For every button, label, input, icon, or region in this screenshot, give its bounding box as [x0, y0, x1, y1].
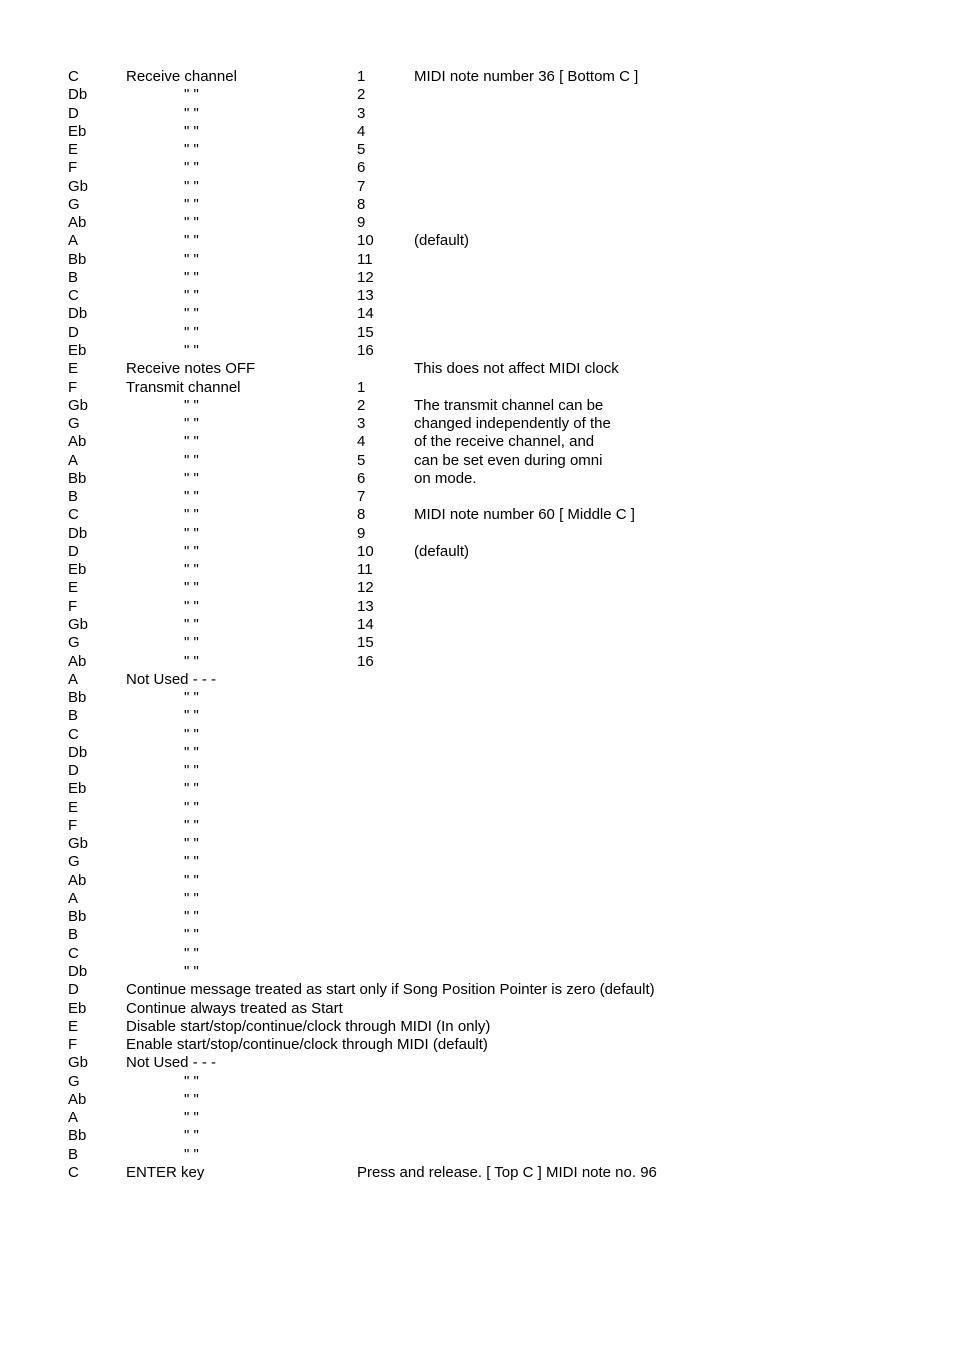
- ditto-mark: " ": [184, 323, 199, 341]
- channel-value: 15: [357, 634, 374, 652]
- table-row: [68, 196, 928, 214]
- table-row: [68, 908, 928, 926]
- table-row: [68, 890, 928, 908]
- channel-value: 14: [357, 615, 374, 633]
- note-name: A: [68, 889, 79, 907]
- table-row: [68, 1146, 928, 1164]
- function-label: Not Used - - -: [126, 1054, 217, 1072]
- channel-value: 13: [357, 597, 374, 615]
- channel-value: 6: [357, 469, 366, 487]
- note-name: F: [68, 1036, 78, 1054]
- table-row: [68, 159, 928, 177]
- comment: (default): [414, 542, 470, 560]
- table-row: [68, 470, 928, 488]
- table-row: [68, 1073, 928, 1091]
- note-name: B: [68, 707, 79, 725]
- midi-settings-document: [68, 68, 928, 1182]
- ditto-mark: " ": [184, 597, 199, 615]
- table-row: [68, 780, 928, 798]
- channel-value: 4: [357, 122, 366, 140]
- table-row: [68, 305, 928, 323]
- ditto-mark: " ": [184, 816, 199, 834]
- note-name: Db: [68, 963, 88, 981]
- function-label: Receive channel: [126, 68, 237, 85]
- channel-value: 6: [357, 159, 366, 177]
- channel-value: 5: [357, 451, 366, 469]
- ditto-mark: " ": [184, 104, 199, 122]
- ditto-mark: " ": [184, 926, 199, 944]
- table-row: [68, 707, 928, 725]
- table-row: [68, 123, 928, 141]
- function-label: Disable start/stop/continue/clock through MIDI (In only): [126, 1017, 491, 1035]
- function-label: Continue message treated as start only if Song Position Pointer is zero (default): [126, 981, 655, 999]
- ditto-mark: " ": [184, 214, 199, 232]
- table-row: [68, 178, 928, 196]
- comment: MIDI note number 60 [ Middle C ]: [414, 506, 635, 524]
- table-row: [68, 835, 928, 853]
- note-name: B: [68, 268, 79, 286]
- channel-value: 11: [357, 561, 373, 579]
- table-row: [68, 68, 928, 86]
- note-name: C: [68, 944, 79, 962]
- channel-value: 12: [357, 268, 374, 286]
- channel-value: 2: [357, 86, 366, 104]
- table-row: [68, 926, 928, 944]
- ditto-mark: " ": [184, 707, 199, 725]
- table-row: [68, 671, 928, 689]
- note-name: Bb: [68, 250, 87, 268]
- ditto-mark: " ": [184, 177, 199, 195]
- table-row: [68, 342, 928, 360]
- note-name: Eb: [68, 999, 87, 1017]
- ditto-mark: " ": [184, 1127, 199, 1145]
- table-row: [68, 86, 928, 104]
- note-name: E: [68, 141, 79, 159]
- ditto-mark: " ": [184, 743, 199, 761]
- note-name: D: [68, 542, 79, 560]
- channel-value: 16: [357, 341, 374, 359]
- note-name: G: [68, 634, 80, 652]
- table-row: [68, 799, 928, 817]
- table-row: [68, 506, 928, 524]
- ditto-mark: " ": [184, 963, 199, 981]
- ditto-mark: " ": [184, 250, 199, 268]
- ditto-mark: " ": [184, 689, 199, 707]
- note-name: E: [68, 360, 79, 378]
- ditto-mark: " ": [184, 652, 199, 670]
- ditto-mark: " ": [184, 762, 199, 780]
- ditto-mark: " ": [184, 268, 199, 286]
- note-name: C: [68, 68, 79, 85]
- comment: The transmit channel can be: [414, 396, 604, 414]
- note-name: C: [68, 1163, 79, 1181]
- note-name: E: [68, 579, 79, 597]
- note-name: Ab: [68, 871, 87, 889]
- note-name: F: [68, 597, 78, 615]
- table-row: [68, 214, 928, 232]
- ditto-mark: " ": [184, 853, 199, 871]
- table-row: [68, 1127, 928, 1145]
- table-row: [68, 1164, 928, 1182]
- table-row: [68, 543, 928, 561]
- ditto-mark: " ": [184, 871, 199, 889]
- ditto-mark: " ": [184, 415, 199, 433]
- table-row: [68, 1109, 928, 1127]
- table-row: [68, 616, 928, 634]
- note-name: B: [68, 926, 79, 944]
- function-label: Transmit channel: [126, 378, 241, 396]
- table-row: [68, 360, 928, 378]
- comment: MIDI note number 36 [ Bottom C ]: [414, 68, 639, 85]
- ditto-mark: " ": [184, 561, 199, 579]
- table-row: [68, 251, 928, 269]
- table-row: [68, 579, 928, 597]
- channel-value: 8: [357, 506, 366, 524]
- ditto-mark: " ": [184, 86, 199, 104]
- table-row: [68, 452, 928, 470]
- ditto-mark: " ": [184, 341, 199, 359]
- ditto-mark: " ": [184, 1109, 199, 1127]
- table-row: [68, 232, 928, 250]
- ditto-mark: " ": [184, 1072, 199, 1090]
- comment: can be set even during omni: [414, 451, 603, 469]
- table-row: [68, 1000, 928, 1018]
- channel-value: 4: [357, 433, 366, 451]
- channel-value: 10: [357, 542, 374, 560]
- note-name: Bb: [68, 1127, 87, 1145]
- note-name: Eb: [68, 561, 87, 579]
- ditto-mark: " ": [184, 506, 199, 524]
- ditto-mark: " ": [184, 159, 199, 177]
- note-name: Ab: [68, 433, 87, 451]
- note-name: G: [68, 195, 80, 213]
- note-name: Db: [68, 86, 88, 104]
- note-name: Eb: [68, 341, 87, 359]
- ditto-mark: " ": [184, 232, 199, 250]
- channel-value: 7: [357, 177, 366, 195]
- note-name: Gb: [68, 835, 89, 853]
- table-row: [68, 1036, 928, 1054]
- channel-value: 11: [357, 250, 373, 268]
- table-row: [68, 488, 928, 506]
- function-label: Receive notes OFF: [126, 360, 256, 378]
- table-row: [68, 1018, 928, 1036]
- note-name: Db: [68, 305, 88, 323]
- table-row: [68, 561, 928, 579]
- channel-value: 12: [357, 579, 374, 597]
- note-name: A: [68, 670, 79, 688]
- ditto-mark: " ": [184, 634, 199, 652]
- note-name: Bb: [68, 469, 87, 487]
- table-row: [68, 433, 928, 451]
- table-row: [68, 269, 928, 287]
- note-name: A: [68, 1109, 79, 1127]
- channel-value: 14: [357, 305, 374, 323]
- table-row: [68, 744, 928, 762]
- ditto-mark: " ": [184, 287, 199, 305]
- table-row: [68, 981, 928, 999]
- note-name: D: [68, 323, 79, 341]
- table-row: [68, 817, 928, 835]
- note-name: Ab: [68, 652, 87, 670]
- note-name: D: [68, 762, 79, 780]
- note-name: Gb: [68, 177, 89, 195]
- table-row: [68, 726, 928, 744]
- channel-value: 1: [357, 68, 366, 85]
- ditto-mark: " ": [184, 835, 199, 853]
- note-name: Gb: [68, 615, 89, 633]
- table-row: [68, 634, 928, 652]
- table-row: [68, 105, 928, 123]
- table-row: [68, 762, 928, 780]
- channel-value: 7: [357, 488, 366, 506]
- comment: Press and release. [ Top C ] MIDI note no. 96: [357, 1163, 657, 1181]
- ditto-mark: " ": [184, 433, 199, 451]
- comment: changed independently of the: [414, 415, 611, 433]
- ditto-mark: " ": [184, 1145, 199, 1163]
- note-name: A: [68, 451, 79, 469]
- ditto-mark: " ": [184, 1090, 199, 1108]
- note-name: Db: [68, 743, 88, 761]
- note-name: C: [68, 725, 79, 743]
- ditto-mark: " ": [184, 798, 199, 816]
- note-name: Db: [68, 524, 88, 542]
- channel-value: 10: [357, 232, 374, 250]
- channel-value: 8: [357, 195, 366, 213]
- ditto-mark: " ": [184, 195, 199, 213]
- ditto-mark: " ": [184, 488, 199, 506]
- channel-value: 3: [357, 415, 366, 433]
- table-row: [68, 379, 928, 397]
- note-name: F: [68, 159, 78, 177]
- note-name: B: [68, 1145, 79, 1163]
- note-name: Ab: [68, 214, 87, 232]
- ditto-mark: " ": [184, 524, 199, 542]
- note-name: Eb: [68, 780, 87, 798]
- note-name: Gb: [68, 1054, 89, 1072]
- note-name: C: [68, 506, 79, 524]
- ditto-mark: " ": [184, 615, 199, 633]
- ditto-mark: " ": [184, 469, 199, 487]
- comment: of the receive channel, and: [414, 433, 595, 451]
- ditto-mark: " ": [184, 725, 199, 743]
- note-name: A: [68, 232, 79, 250]
- table-row: [68, 598, 928, 616]
- note-name: G: [68, 1072, 80, 1090]
- table-row: [68, 653, 928, 671]
- note-name: Bb: [68, 908, 87, 926]
- function-label: Enable start/stop/continue/clock through MIDI (default): [126, 1036, 488, 1054]
- note-name: B: [68, 488, 79, 506]
- note-name: E: [68, 1017, 79, 1035]
- channel-value: 9: [357, 214, 366, 232]
- channel-value: 16: [357, 652, 374, 670]
- channel-value: 5: [357, 141, 366, 159]
- note-name: G: [68, 853, 80, 871]
- ditto-mark: " ": [184, 542, 199, 560]
- comment: This does not affect MIDI clock: [414, 360, 619, 378]
- table-row: [68, 287, 928, 305]
- note-name: E: [68, 798, 79, 816]
- note-name: Eb: [68, 122, 87, 140]
- note-name: C: [68, 287, 79, 305]
- note-name: D: [68, 981, 79, 999]
- ditto-mark: " ": [184, 780, 199, 798]
- comment: (default): [414, 232, 470, 250]
- comment: on mode.: [414, 469, 477, 487]
- channel-value: 3: [357, 104, 366, 122]
- table-row: [68, 689, 928, 707]
- note-name: Bb: [68, 689, 87, 707]
- ditto-mark: " ": [184, 889, 199, 907]
- function-label: Not Used - - -: [126, 670, 217, 688]
- ditto-mark: " ": [184, 908, 199, 926]
- table-row: [68, 415, 928, 433]
- ditto-mark: " ": [184, 579, 199, 597]
- table-row: [68, 963, 928, 981]
- channel-value: 9: [357, 524, 366, 542]
- channel-value: 13: [357, 287, 374, 305]
- function-label: ENTER key: [126, 1163, 205, 1181]
- table-row: [68, 324, 928, 342]
- function-label: Continue always treated as Start: [126, 999, 343, 1017]
- table-row: [68, 872, 928, 890]
- table-row: [68, 397, 928, 415]
- table-row: [68, 1054, 928, 1072]
- channel-value: 15: [357, 323, 374, 341]
- ditto-mark: " ": [184, 944, 199, 962]
- table-row: [68, 141, 928, 159]
- ditto-mark: " ": [184, 451, 199, 469]
- table-row: [68, 945, 928, 963]
- ditto-mark: " ": [184, 122, 199, 140]
- channel-value: 1: [357, 378, 366, 396]
- ditto-mark: " ": [184, 305, 199, 323]
- note-name: D: [68, 104, 79, 122]
- channel-value: 2: [357, 396, 366, 414]
- note-name: G: [68, 415, 80, 433]
- table-row: [68, 853, 928, 871]
- note-name: Gb: [68, 396, 89, 414]
- ditto-mark: " ": [184, 141, 199, 159]
- table-row: [68, 1091, 928, 1109]
- table-row: [68, 525, 928, 543]
- note-name: Ab: [68, 1090, 87, 1108]
- ditto-mark: " ": [184, 396, 199, 414]
- note-name: F: [68, 378, 78, 396]
- note-name: F: [68, 816, 78, 834]
